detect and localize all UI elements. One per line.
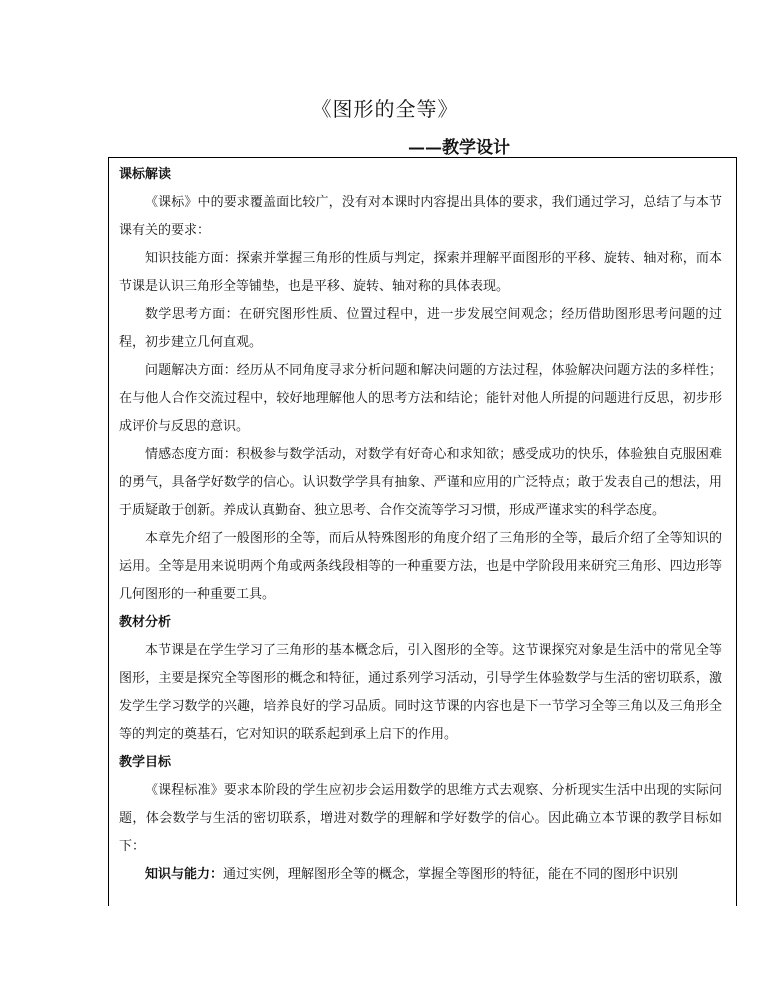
paragraph: 数学思考方面：在研究图形性质、位置过程中，进一步发展空间观念；经历借助图形思考问题的过程，初步建立几何直观。 [119, 307, 722, 350]
section-heading-teaching-goals: 教学目标 [119, 755, 172, 770]
goal-text: 通过实例，理解图形全等的概念，掌握全等图形的特征，能在不同的图形中识别 [223, 867, 679, 882]
paragraph-knowledge-ability [119, 861, 722, 889]
paragraph: 《课程标准》要求本阶段的学生应初步会运用数学的思维方式去观察、分析现实生活中出现的实际问题，体会数学与生活的密切联系，增进对数学的理解和学好数学的信心。因此确立本节课的教学目标如下： [119, 783, 722, 854]
paragraph: 本节课是在学生学习了三角形的基本概念后，引入图形的全等。这节课探究对象是生活中的常见全等图形，主要是探究全等图形的概念和特征，通过系列学习活动，引导学生体验数学与生活的密切联系，激发学生学习数学的兴趣，培养良好的学习品质。同时这节课的内容也是下一节学习全等三角以及三角形全等的判定的奠基石，它对知识的联系起到承上启下的作用。 [119, 643, 722, 742]
paragraph: 情感态度方面：积极参与数学活动，对数学有好奇心和求知欲；感受成功的快乐，体验独自克服困难的勇气，具备学好数学的信心。认识数学学具有抽象、严谨和应用的广泛特点；敢于发表自己的想法，用于质疑敢于创新。养成认真勤奋、独立思考、合作交流等学习习惯，形成严谨求实的科学态度。 [119, 447, 722, 518]
content-body [109, 158, 736, 889]
section-heading-curriculum: 课标解读 [119, 167, 172, 182]
section-heading-textbook-analysis: 教材分析 [119, 615, 172, 630]
paragraph: 《课标》中的要求覆盖面比较广，没有对本课时内容提出具体的要求，我们通过学习，总结了与本节课有关的要求： [119, 195, 722, 238]
paragraph: 问题解决方面：经历从不同角度寻求分析问题和解决问题的方法过程，体验解决问题方法的多样性；在与他人合作交流过程中，较好地理解他人的思考方法和结论；能针对他人所提的问题进行反思，初步形成评价与反思的意识。 [119, 363, 722, 434]
content-table-cell [108, 157, 737, 906]
goal-label: 知识与能力： [145, 867, 224, 882]
document-title: 《图形的全等》 [311, 97, 459, 121]
paragraph: 本章先介绍了一般图形的全等，而后从特殊图形的角度介绍了三角形的全等，最后介绍了全等知识的运用。全等是用来说明两个角或两条线段相等的一种重要方法，也是中学阶段用来研究三角形、四边形等几何图形的一种重要工具。 [119, 531, 722, 602]
paragraph: 知识技能方面：探索并掌握三角形的性质与判定，探索并理解平面图形的平移、旋转、轴对称，而本节课是认识三角形全等铺垫，也是平移、旋转、轴对称的具体表现。 [119, 251, 722, 294]
document-subtitle: ——教学设计 [408, 138, 510, 158]
